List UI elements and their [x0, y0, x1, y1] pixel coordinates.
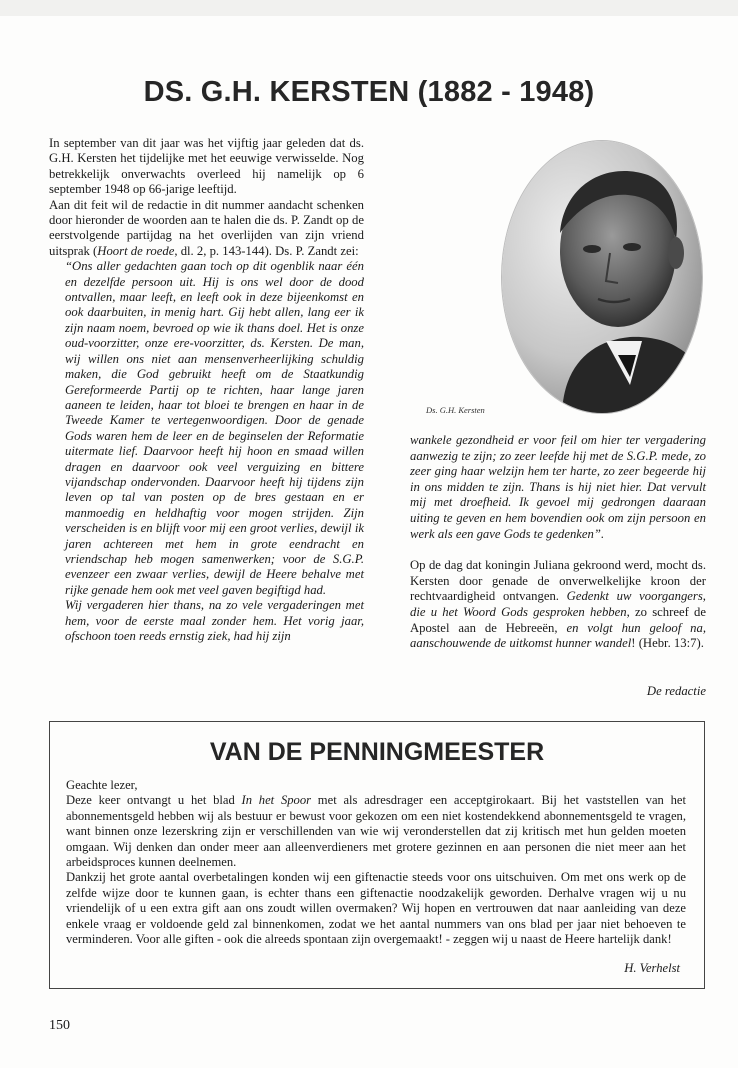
article-signature: De redactie — [646, 684, 706, 698]
page-number: 150 — [49, 1018, 70, 1033]
treasurer-title: VAN DE PENNINGMEESTER — [209, 738, 545, 766]
article-left-column — [49, 136, 364, 644]
closing-start: Op de dag dat koningin Juliana gekroond werd, mocht ds. Kersten door genade de onverwelkelijke kroon der rechtvaardigheid ontvangen. — [410, 558, 706, 604]
article-right-column — [410, 433, 706, 652]
quote-part-2: Wij vergaderen hier thans, na zo vele vergaderingen met hem, voor de eerste maal zonder hem. Het vorig jaar, ofschoon toen reeds ernstig ziek, had hij zijn — [65, 598, 364, 643]
photo-caption: Ds. G.H. Kersten — [426, 405, 485, 415]
treasurer-paragraph-1 — [66, 793, 686, 870]
treasurer-greeting: Geachte lezer, — [66, 778, 138, 792]
zandt-quote — [49, 259, 364, 644]
paragraph-2-end: , dl. 2, p. 143-144). Ds. P. Zandt zei: — [174, 243, 359, 258]
article-title: DS. G.H. KERSTEN (1882 - 1948) — [143, 76, 595, 108]
article-paragraph-2 — [49, 198, 364, 260]
treasurer-signature: H. Verhelst — [624, 961, 680, 975]
treasurer-paragraph-2: Dankzij het grote aantal overbetalingen konden wij een giftenactie steeds voor ons uitschuiven. Om met ons werk op de zelfde wijze door te kunnen gaan, is echter thans een giftenactie noodzakelijk geworden. Derhalve vragen wij u nu vriendelijk of u een extra gift aan ons zoudt willen overmaken? Wij hopen en vertrouwen dat naar aanleiding van deze enkele vraag er voldoende geld zal binnenkomen, zodat we het aantal nummers van ons blad per jaar niet behoeven te verminderen. Voor alle giften - ook die alreeds spontaan zijn overgemaakt! - zeggen wij u naast de Heere hartelijk dank! — [66, 870, 686, 947]
source-title: Hoort de roede — [97, 243, 175, 258]
closing-citation-2: en volgt hun geloof na, aanschouwende de uitkomst hunner wandel — [410, 620, 706, 651]
portrait-image — [502, 141, 702, 413]
quote-continuation — [410, 433, 706, 542]
scan-edge — [0, 0, 738, 16]
closing-end: ! (Hebr. 13:7). — [631, 636, 704, 651]
paragraph-2-start: Aan dit feit wil de redactie in dit nummer aandacht schenken door hieronder de woorden aan te halen die ds. P. Zandt op de eerstvolgende partijdag na het overlijden van zijn vriend uitsprak ( — [49, 197, 364, 258]
closing-mid: , zo schreef de Apostel aan de Hebreeën, — [410, 604, 707, 635]
quote-continued-text: wankele gezondheid er voor feil om hier ter vergadering aanwezig te zijn; zo zeer leefde hij met de S.G.P. mede, zo zeer ging haar welzijn hem ter harte, zo zeer begeerde hij in ons midden te zijn. Thans is hij niet hier. Dat vervult mij met droefheid. Ik gevoel mij gedrongen daaraan uiting te geven en hem bovendien ook om zijn persoon en werk als een gave Gods te gedenken”. — [410, 433, 706, 541]
portrait-photo — [502, 141, 702, 413]
article-intro: In september van dit jaar was het vijftig jaar geleden dat ds. G.H. Kersten het tijdelijke met het eeuwige verwisselde. Nog betrekkelijk onverwachts overleed hij namelijk op 6 september 1948 op 66-jarige leeftijd. — [49, 136, 364, 197]
treasurer-p1-end: met als adresdrager een acceptgirokaart. Bij het vaststellen van het abonnementsgeld hebben wij als bestuur er bewust voor gekozen om een niet kostendekkend abonnementsgeld te vragen, want binnen onze lezerskring zijn er verschillenden van wie wij veronderstellen dat zij kritisch met hun gelden moeten omgaan. Wij denken dan onder meer aan alleenverdieners met grotere gezinnen en aan personen die niet meer aan het arbeidsproces kunnen deelnemen. — [66, 793, 687, 870]
quote-part-1: “Ons aller gedachten gaan toch op dit ogenblik naar één en dezelfde persoon uit. Hij is ons wel door de dood ontvallen, maar leeft, en leeft ook in deze bijeenkomst en ook daarbuiten, in menig hart. Gij hebt allen, lang eer ik zijn naam noem, bevroed op wie ik thans doel. Het is onze oud-voorzitter, onze ere-voorzitter, ds. Kersten. De man, wij willen ons niet aan mensenverheerlijking schuldig maken, die God gebruikt heeft om de Staatkundig Gereformeerde Partij op te richten, haar lange jaren aaneen te leiden, haar tot bloei te brengen en haar in de Tweede Kamer te vertegenwoordigen. Door de genade Gods waren hem de leer en de beginselen der Reformatie uitermate lief. Daarvoor heeft hij hoon en smaad willen dragen en daarvoor ook veel verguizing en bittere vijandschap ondervonden. Daarvoor heeft hij tijdens zijn leven op tal van posten op de bres gestaan en er manmoedig en heldhaftig voor mogen strijden. Zijn verscheiden is en blijft voor mij een groot verlies, dewijl ik jaren achtereen met hem in grote eendracht en vriendschap heb mogen samenwerken; voor de S.G.P. evenzeer een zwaar verlies, dewijl de Heere behalve met rijke genade hem ook met veel gaven begiftigd had. — [65, 259, 364, 597]
closing-citation-1: Gedenkt uw voorgangers, die u het Woord Gods gesproken hebben — [410, 589, 706, 619]
article-closing — [410, 558, 706, 652]
magazine-title: In het Spoor — [241, 793, 312, 808]
treasurer-p1-start: Deze keer ontvangt u het blad — [66, 793, 242, 808]
treasurer-body — [66, 778, 686, 947]
treasurer-box — [49, 721, 705, 989]
